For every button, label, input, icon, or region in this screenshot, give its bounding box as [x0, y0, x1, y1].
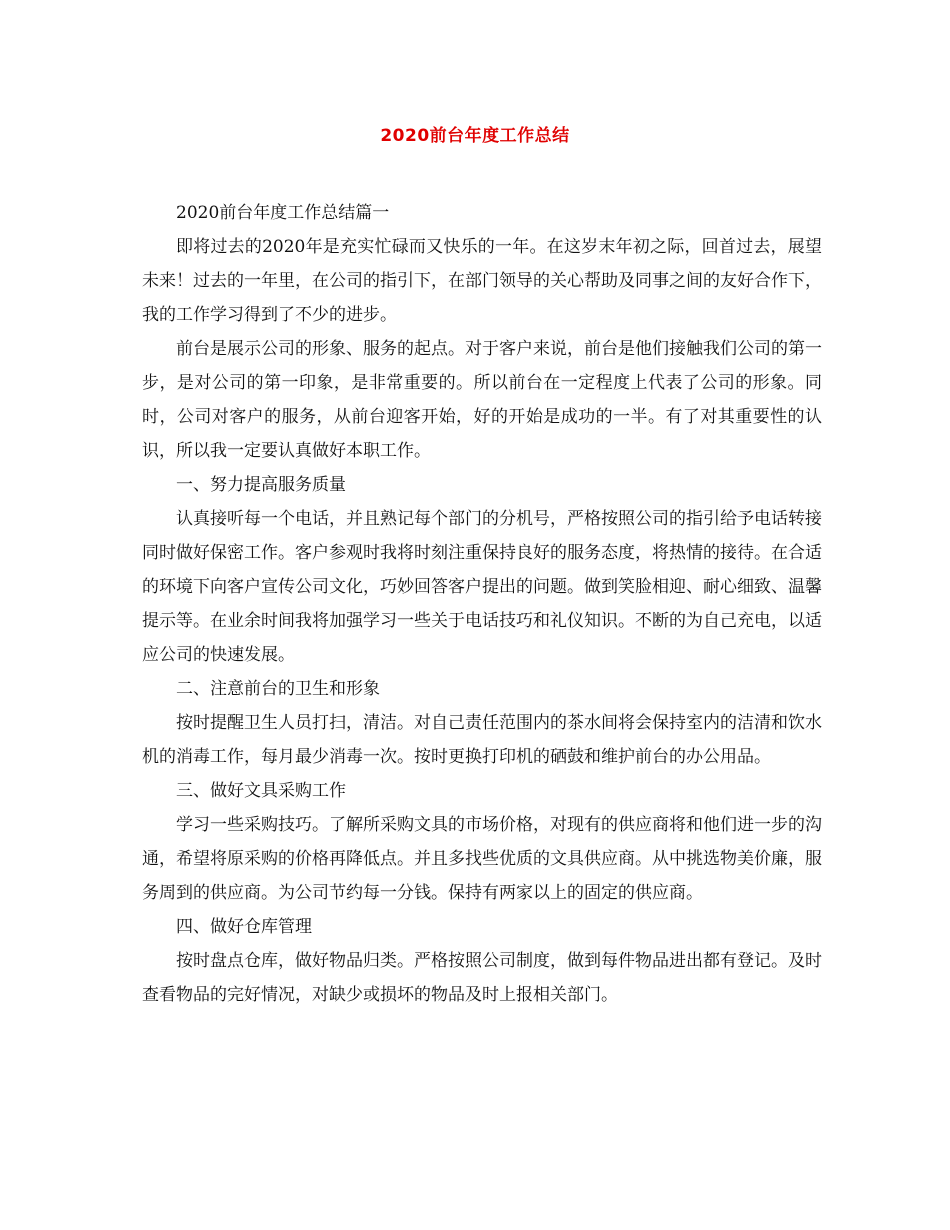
- warehouse-paragraph: 按时盘点仓库，做好物品归类。严格按照公司制度，做到每件物品进出都有登记。及时查看物品的完好情况，对缺少或损坏的物品及时上报相关部门。: [142, 951, 822, 1005]
- document-body: [142, 196, 822, 1012]
- purchasing-paragraph: 学习一些采购技巧。了解所采购文具的市场价格，对现有的供应商将和他们进一步的沟通，希望将原采购的价格再降低点。并且多找些优质的文具供应商。从中挑选物美价廉，服务周到的供应商。为公司节约每一分钱。保持有两家以上的固定的供应商。: [142, 815, 822, 903]
- hygiene-paragraph: 按时提醒卫生人员打扫，清洁。对自己责任范围内的茶水间将会保持室内的洁清和饮水机的消毒工作，每月最少消毒一次。按时更换打印机的硒鼓和维护前台的办公用品。: [142, 713, 822, 767]
- section-heading-warehouse: 四、做好仓库管理: [176, 917, 312, 937]
- section-heading-service-quality: 一、努力提高服务质量: [176, 475, 346, 495]
- service-quality-paragraph: 认真接听每一个电话，并且熟记每个部门的分机号，严格按照公司的指引给予电话转接同时做好保密工作。客户参观时我将时刻注重保持良好的服务态度，将热情的接待。在合适的环境下向客户宣传公司文化，巧妙回答客户提出的问题。做到笑脸相迎、耐心细致、温馨提示等。在业余时间我将加强学习一些关于电话技巧和礼仪知识。不断的为自己充电，以适应公司的快速发展。: [142, 509, 822, 665]
- document-title: 2020前台年度工作总结: [380, 126, 570, 146]
- reception-role-paragraph: 前台是展示公司的形象、服务的起点。对于客户来说，前台是他们接触我们公司的第一步，是对公司的第一印象，是非常重要的。所以前台在一定程度上代表了公司的形象。同时，公司对客户的服务，从前台迎客开始，好的开始是成功的一半。有了对其重要性的认识，所以我一定要认真做好本职工作。: [142, 339, 822, 461]
- section-heading-part-one: 2020前台年度工作总结篇一: [176, 203, 390, 223]
- intro-paragraph: 即将过去的2020年是充实忙碌而又快乐的一年。在这岁末年初之际，回首过去，展望未来！过去的一年里，在公司的指引下，在部门领导的关心帮助及同事之间的友好合作下，我的工作学习得到了不少的进步。: [142, 237, 822, 325]
- section-heading-purchasing: 三、做好文具采购工作: [176, 781, 346, 801]
- section-heading-hygiene: 二、注意前台的卫生和形象: [176, 679, 380, 699]
